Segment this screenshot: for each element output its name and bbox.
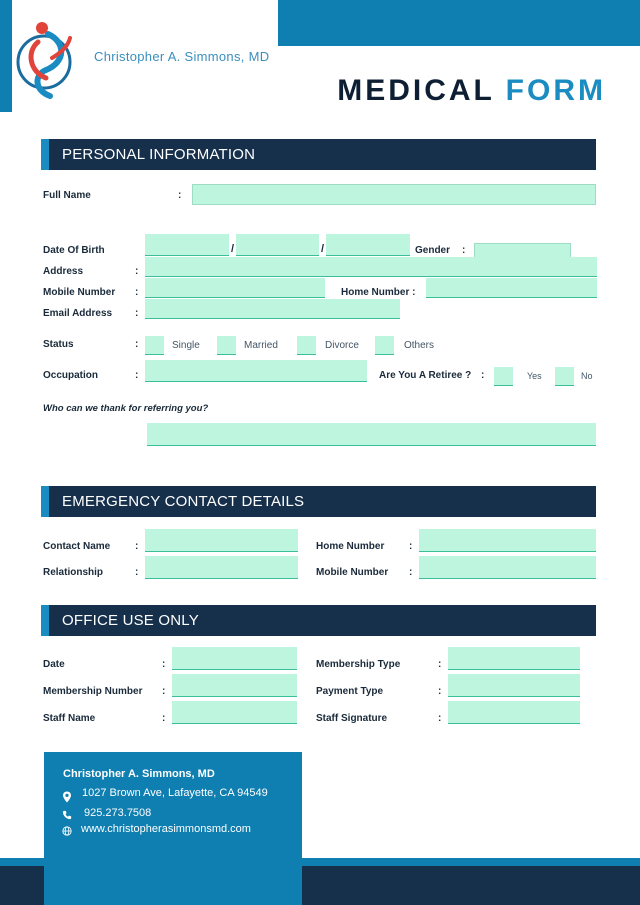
colon: : [135,339,139,350]
emergency-home-number-field[interactable] [419,529,596,552]
section-title: PERSONAL INFORMATION [62,146,256,163]
colon: : [409,567,413,578]
location-pin-icon [62,791,72,803]
dob-separator: / [231,243,235,255]
address-field[interactable] [145,257,597,277]
colon: : [462,245,466,256]
dob-year-field[interactable] [326,234,410,256]
emergency-home-number-label: Home Number [316,541,385,552]
title-medical: MEDICAL [337,74,495,107]
status-divorce-checkbox[interactable] [297,336,316,355]
colon: : [438,659,442,670]
status-married-checkbox[interactable] [217,336,236,355]
retiree-option-label: No [581,371,593,381]
colon: : [438,686,442,697]
colon: : [135,567,139,578]
footer-website: www.christopherasimmonsmd.com [81,823,251,835]
contact-name-field[interactable] [145,529,298,552]
status-option-label: Others [404,340,435,351]
referral-field[interactable] [147,423,596,446]
dob-month-field[interactable] [236,234,319,256]
membership-number-label: Membership Number [43,686,143,697]
page-title [337,74,606,108]
dob-day-field[interactable] [145,234,229,256]
email-address-field[interactable] [145,299,400,319]
colon: : [481,370,485,381]
mobile-number-label: Mobile Number [43,287,116,298]
section-title: OFFICE USE ONLY [62,612,199,629]
referral-question: Who can we thank for referring you? [43,403,209,414]
payment-type-field[interactable] [448,674,580,697]
home-number-label: Home Number : [341,287,416,298]
date-field[interactable] [172,647,297,670]
staff-signature-field[interactable] [448,701,580,724]
date-label: Date [43,659,65,670]
colon: : [162,713,166,724]
header-band-right [278,0,640,46]
status-label: Status [43,339,74,350]
status-others-checkbox[interactable] [375,336,394,355]
payment-type-label: Payment Type [316,686,384,697]
title-form: FORM [505,74,606,107]
date-of-birth-label: Date Of Birth [43,245,105,256]
globe-icon [62,825,72,837]
colon: : [178,190,182,201]
doctor-name: Christopher A. Simmons, MD [94,49,270,64]
relationship-field[interactable] [145,556,298,579]
occupation-field[interactable] [145,360,367,382]
footer-address: 1027 Brown Ave, Lafayette, CA 94549 [82,787,268,799]
emergency-mobile-number-label: Mobile Number [316,567,389,578]
footer-phone: 925.273.7508 [84,807,152,819]
membership-type-label: Membership Type [316,659,401,670]
full-name-label: Full Name [43,190,91,201]
colon: : [135,541,139,552]
status-single-checkbox[interactable] [145,336,164,355]
colon: : [135,266,139,277]
home-number-field[interactable] [426,278,597,298]
retiree-label: Are You A Retiree ? [379,370,472,381]
dob-separator: / [321,243,325,255]
colon: : [162,659,166,670]
footer-doctor-name: Christopher A. Simmons, MD [63,768,215,780]
retiree-yes-checkbox[interactable] [494,367,513,386]
phone-icon [62,809,72,821]
section-title: EMERGENCY CONTACT DETAILS [62,493,305,510]
colon: : [135,287,139,298]
occupation-label: Occupation [43,370,99,381]
colon: : [162,686,166,697]
staff-signature-label: Staff Signature [316,713,388,724]
clinic-logo-icon [16,12,86,108]
emergency-mobile-number-field[interactable] [419,556,596,579]
relationship-label: Relationship [43,567,104,578]
retiree-no-checkbox[interactable] [555,367,574,386]
staff-name-label: Staff Name [43,713,96,724]
section-personal-information [41,139,596,170]
colon: : [409,541,413,552]
colon: : [135,370,139,381]
gender-label: Gender [415,245,451,256]
colon: : [135,308,139,319]
status-option-label: Married [244,340,278,351]
full-name-field[interactable] [192,184,596,205]
retiree-option-label: Yes [527,371,542,381]
section-office-use [41,605,596,636]
colon: : [438,713,442,724]
email-address-label: Email Address [43,308,113,319]
membership-number-field[interactable] [172,674,297,697]
status-option-label: Single [172,340,200,351]
header-band-left [0,0,12,112]
status-option-label: Divorce [325,340,359,351]
section-emergency-contact [41,486,596,517]
membership-type-field[interactable] [448,647,580,670]
mobile-number-field[interactable] [145,278,325,298]
address-label: Address [43,266,84,277]
contact-name-label: Contact Name [43,541,111,552]
staff-name-field[interactable] [172,701,297,724]
